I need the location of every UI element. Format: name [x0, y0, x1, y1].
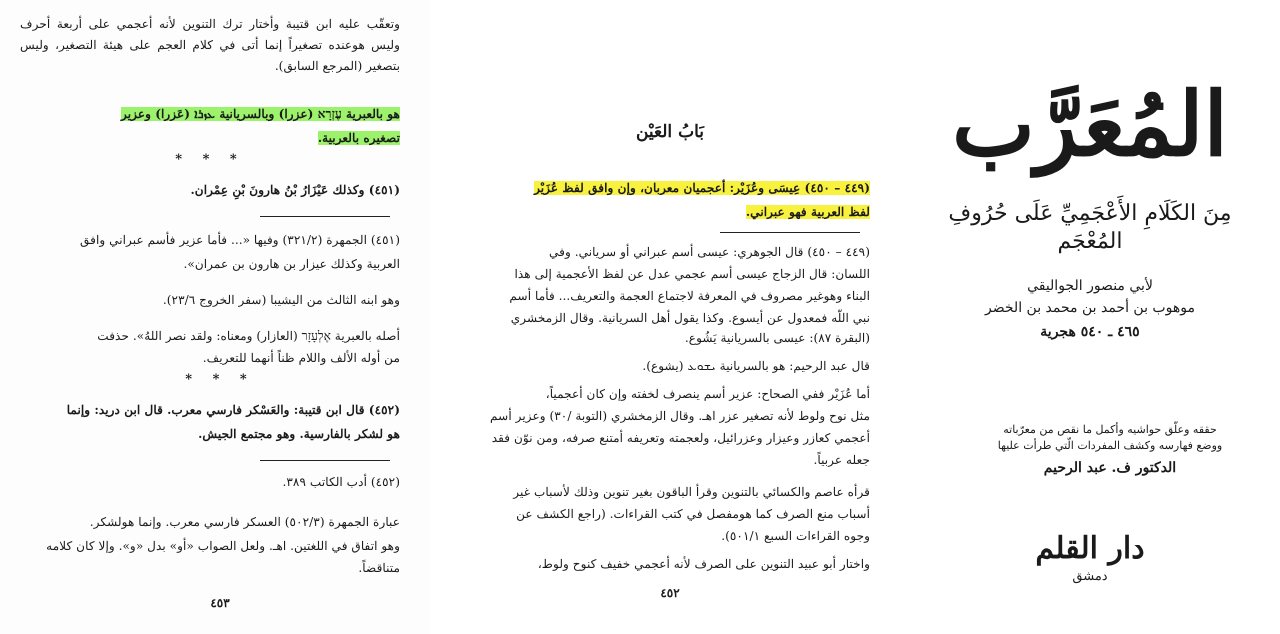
highlight-line-2	[34, 128, 400, 149]
footnote-449-line6: قال عبد الرحيم: هو بالسريانية ܝܫܘܥ (يشوع).	[642, 359, 870, 373]
footnote-449-line2: اللسان: قال الزجاج عيسى أسم عجمي عدل عن لفظ الأعجمية إلى هذا	[514, 267, 870, 281]
section-stars: * * *	[185, 372, 255, 387]
footnote-449-line8: مثل نوح ولوط لأنه تصغير عزر اهـ. وقال الزمخشري (التوبة /٣٠) وعزير أسم	[490, 409, 870, 423]
editor-name: الدكتور ف. عبد الرحيم	[1043, 460, 1177, 476]
footnote-rule	[260, 460, 390, 461]
footnote-451-line4: أصله بالعبرية אֶלְעָזָר (العازار) ومعناه: ولقد نصر اللهُ». حذفت	[97, 329, 400, 343]
footnote-451-line1: (٤٥١) الجمهرة (٣٢١/٢) وفيها «... فأما عزير فأسم عبراني وافق	[79, 233, 400, 247]
footnote-449-line12: أسباب منع الصرف كما هومفصل في كتب القراءات. (راجع الكشف عن	[516, 507, 870, 521]
entry-449-line1	[485, 178, 870, 199]
author-kunya: لأبي منصور الجواليقي	[1027, 278, 1153, 294]
highlighted-text: تصغيره بالعربية.	[317, 131, 400, 145]
footnote-449-line10: جعله عربياً.	[813, 453, 870, 467]
highlighted-text: هو بالعبرية עֶזְרָא (عزرا) وبالسريانية ܥܙܪܐ (عَزرا) وعزير	[121, 107, 400, 121]
highlight-line-1	[34, 104, 400, 125]
footnote-449-line7: أما عُزَيْر ففي الصحاح: عزير أسم ينصرف لخفته وإن كان أعجمياً،	[545, 387, 870, 401]
footnote-452-line1: (٤٥٢) أدب الكاتب ٣٨٩.	[282, 475, 400, 489]
footnote-449-line9: أعجمي كعازر وعيزار وعزرائيل، ولعجمته وتعريفه أمتنع صرفه، ومن نوّن فقد	[491, 431, 870, 445]
page-number: ٤٥٢	[660, 586, 680, 600]
footnote-452-line4: متناقضاً.	[358, 561, 400, 575]
author-years: ٤٦٥ ـ ٥٤٠ هجرية	[1040, 324, 1140, 340]
footnote-449-line4: نبي اللّه فمعدول عن أيسوع. وكذا يقول أهل السريانية. وقال الزمخشري	[510, 311, 870, 325]
footnote-449-line13: وجوه القراءات السبع ٥٠١/١).	[721, 529, 870, 543]
chapter-heading: بَابُ العَيْن	[635, 122, 704, 142]
page-452	[430, 0, 900, 634]
page-number: ٤٥٣	[210, 596, 230, 610]
highlighted-text: (٤٤٩ – ٤٥٠) عِيسَى وعُزَيْر: أعجميان معربان، وإن وافق لفظ عُزَيْر	[534, 181, 870, 195]
footnote-449-line11: قرأه عاصم والكسائي بالتنوين وقرأ الباقون بغير تنوين وذلك لأسباب غير	[513, 485, 870, 499]
footnote-449-line5: (البقرة ٨٧): عيسى بالسريانية يَشُوع.	[684, 331, 870, 345]
entry-452-line1: (٤٥٢) قال ابن قتيبة: والعَسْكر فارسي معرب. قال ابن دريد: وإنما	[66, 403, 400, 417]
book-subtitle: مِنَ الكَلَامِ الأَعْجَمِيِّ عَلَى حُرُوفِ المُعْجَم	[948, 201, 1232, 254]
footnote-451-line2: العربية وكذلك عيزار بن هارون بن عمران».	[183, 257, 400, 271]
footnote-449-line1: (٤٤٩ – ٤٥٠) قال الجوهري: عيسى أسم عبراني أو سرياني. وفي	[549, 245, 870, 259]
footnote-452-line3: وهو اتفاق في اللغتين. اهـ. ولعل الصواب «أو» بدل «و». وإلا كان كلامه	[46, 539, 400, 553]
footnote-449-line14: واختار أبو عبيد التنوين على الصرف لأنه أعجمي خفيف كنوح ولوط،	[537, 557, 870, 571]
entry-451-heading: (٤٥١) وكذلك عَيْزَارُ بْنُ هارونَ بْنِ عِمْران.	[190, 183, 400, 197]
editor-note-1: حققه وعلّق حواشيه وأكمل ما نقص من معرّباته	[1003, 423, 1217, 436]
footnote-451-line5: من أوله الألف واللام ظناً أنهما للتعريف.	[202, 351, 400, 365]
footnote-449-line3: البناء وهوغير مصروف في المعرفة لاجتماع العجمة والتعريف... فأما أسم	[509, 289, 870, 303]
footnote-451-line3: وهو ابنه الثالث من اليشيبا (سفر الخروج ٢٣/٦).	[162, 293, 400, 307]
publisher-name: دار القلم	[1035, 531, 1145, 566]
footnote-rule	[260, 216, 390, 217]
paragraph-ibn-qutayba: وتعقّب عليه ابن قتيبة وأختار ترك التنوين لأنه أعجمي على أربعة أحرف وليس هوعنده تصغيراً إنما أتى في كلام العجم على هيئة التصغير، وليس بتصغير (المرجع السابق).	[20, 17, 400, 73]
title-page	[900, 0, 1280, 634]
footnote-452-line2: عبارة الجمهرة (٥٠٢/٣) العسكر فارسي معرب. وإنما هولشكر.	[89, 515, 400, 529]
footnote-rule	[720, 232, 860, 233]
editor-note-2: ووضع فهارسه وكشف المفردات الّتي طرأت عليها	[997, 439, 1223, 452]
entry-449-line2	[485, 202, 870, 223]
entry-452-line2: هو لشكر بالفارسية. وهو مجتمع الجيش.	[198, 427, 400, 441]
highlighted-text: لفظ العربية فهو عبراني.	[745, 205, 870, 219]
author-name: موهوب بن أحمد بن محمد بن الخضر	[985, 300, 1195, 316]
section-stars: * * *	[175, 152, 245, 167]
page-453	[0, 0, 430, 634]
publisher-city: دمشق	[1072, 569, 1108, 584]
book-title: المُعَرَّب	[952, 72, 1228, 176]
